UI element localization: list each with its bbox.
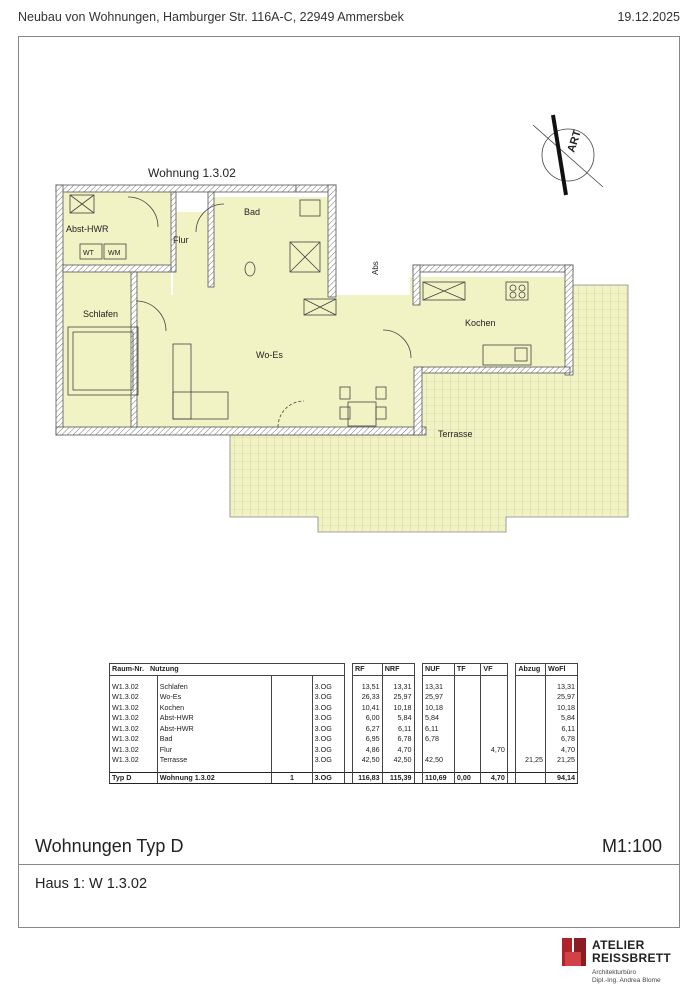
th-abzug: Abzug: [516, 664, 546, 676]
area-table: [109, 663, 578, 800]
table-row: W1.3.02 Abst-HWR 3.OG 6,00 5,84 5,84 5,84: [110, 713, 578, 724]
table-row: W1.3.02 Terrasse 3.OG 42,50 42,50 42,50 21,25 21,25: [110, 755, 578, 766]
floor-plan: [18, 37, 678, 652]
table-row: W1.3.02 Wo-Es 3.OG 26,33 25,97 25,97 25,97: [110, 692, 578, 703]
plan-type-title: Wohnungen Typ D: [35, 836, 184, 856]
room-label-kochen: Kochen: [465, 318, 496, 328]
table-row: W1.3.02 Abst-HWR 3.OG 6,27 6,11 6,11 6,11: [110, 724, 578, 735]
scale-label: M1:100: [601, 836, 662, 856]
north-arrow: [533, 115, 603, 195]
table-total-row: Typ D Wohnung 1.3.02 1 3.OG 116,83 115,39 110,69 0,00 4,70 94,14: [110, 772, 578, 784]
logo-sub-line2: Dipl.-Ing. Andrea Blome: [592, 977, 661, 984]
project-title: Neubau von Wohnungen, Hamburger Str. 116A-C, 22949 Ammersbek: [18, 10, 404, 24]
table-header-row: [110, 664, 578, 676]
table-row: W1.3.02 Kochen 3.OG 10,41 10,18 10,18 10,18: [110, 703, 578, 714]
date-label: 19.12.2025: [617, 10, 680, 24]
logo-name-line1: ATELIER: [592, 938, 645, 952]
unit-label: Wohnung 1.3.02: [148, 166, 236, 180]
logo-name-line2: REISSBRETT: [592, 951, 672, 965]
th-empty-1: [272, 664, 312, 676]
room-label-flur: Flur: [173, 235, 189, 245]
logo-sub-line1: Architekturbüro: [592, 969, 637, 976]
th-raum-nutzung: [110, 664, 272, 676]
table-row: W1.3.02 Bad 3.OG 6,95 6,78 6,78 6,78: [110, 734, 578, 745]
th-nutzung: Nutzung: [149, 664, 179, 673]
table-row: W1.3.02 Schlafen 3.OG 13,51 13,31 13,31 13,31: [110, 682, 578, 693]
th-tf: TF: [454, 664, 481, 676]
room-label-terrasse: Terrasse: [438, 429, 473, 439]
company-logo: [562, 938, 682, 994]
table-row: W1.3.02 Flur 3.OG 4,86 4,70 4,70 4,70: [110, 745, 578, 756]
th-nrf: NRF: [382, 664, 414, 676]
room-label-bad: Bad: [244, 207, 261, 217]
room-label-abst-hwr: Abst-HWR: [66, 224, 109, 234]
th-nuf: NUF: [423, 664, 455, 676]
room-label-wo-es: Wo-Es: [256, 350, 283, 360]
th-vf: VF: [481, 664, 508, 676]
th-raum-nr: Raum-Nr.: [112, 664, 144, 673]
north-label: ART: [565, 128, 584, 154]
title-divider: [18, 864, 680, 865]
unit-subtitle: Haus 1: W 1.3.02: [35, 876, 148, 892]
label-wt: WT: [83, 250, 94, 257]
room-label-schlafen: Schlafen: [83, 309, 119, 319]
th-rf: RF: [352, 664, 382, 676]
th-wofl: WoFl: [546, 664, 578, 676]
label-abs: Abs: [371, 261, 380, 275]
label-wm: WM: [108, 250, 121, 257]
th-empty-2: [312, 664, 344, 676]
